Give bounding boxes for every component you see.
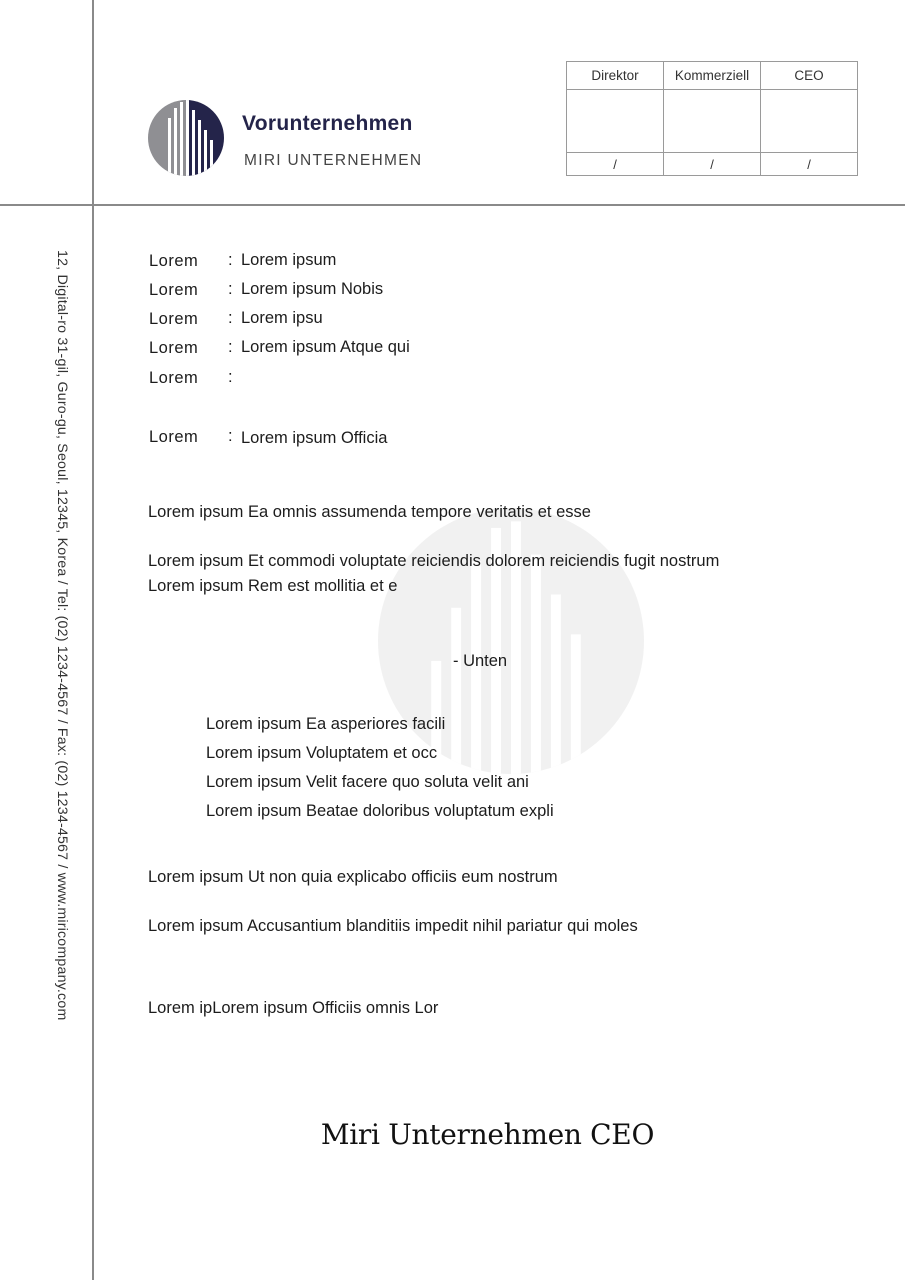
body-paragraph: Lorem ipLorem ipsum Officiis omnis Lor	[148, 999, 439, 1017]
list-item: Lorem ipsum Ea asperiores facili	[206, 715, 446, 733]
field-colon: :	[228, 251, 233, 269]
approval-signature-director[interactable]	[567, 90, 664, 153]
field-value: Lorem ipsum Atque qui	[241, 338, 410, 356]
field-value: Lorem ipsum Officia	[241, 429, 388, 447]
body-paragraph-line: Lorem ipsum Rem est mollitia et e	[148, 577, 398, 595]
header-divider	[0, 204, 905, 206]
field-label: Lorem	[149, 428, 199, 446]
approval-signature-ceo[interactable]	[761, 90, 858, 153]
approval-date-commercial: /	[664, 153, 761, 176]
list-item: Lorem ipsum Voluptatem et occ	[206, 744, 438, 762]
company-subtitle: MIRI UNTERNEHMEN	[244, 152, 423, 169]
field-label: Lorem	[149, 339, 199, 357]
building-circle-logo-icon	[146, 98, 226, 178]
left-margin-rule	[92, 0, 94, 1280]
approval-date-director: /	[567, 153, 664, 176]
field-label: Lorem	[149, 369, 199, 387]
list-item: Lorem ipsum Beatae doloribus voluptatum expli	[206, 802, 554, 820]
side-address: 12, Digital-ro 31-gil, Guro-gu, Seoul, 12345, Korea / Tel: (02) 1234-4567 / Fax: (02) 1234-4567 / www.miricompany.com	[54, 250, 70, 1021]
company-name: Vorunternehmen	[242, 112, 413, 135]
list-item: Lorem ipsum Velit facere quo soluta velit ani	[206, 773, 529, 791]
ceo-signature: Miri Unternehmen CEO	[320, 1118, 655, 1151]
body-paragraph: Lorem ipsum Ut non quia explicabo officiis eum nostrum	[148, 868, 558, 886]
field-colon: :	[228, 280, 233, 298]
field-colon: :	[228, 427, 233, 445]
body-paragraph-line: Lorem ipsum Et commodi voluptate reiciendis dolorem reiciendis fugit nostrum	[148, 552, 720, 570]
approval-table	[566, 61, 858, 176]
field-value: Lorem ipsum Nobis	[241, 280, 384, 298]
field-colon: :	[228, 309, 233, 327]
body-paragraph: Lorem ipsum Ea omnis assumenda tempore veritatis et esse	[148, 503, 591, 521]
field-colon: :	[228, 368, 233, 386]
field-label: Lorem	[149, 252, 199, 270]
approval-header-commercial: Kommerziell	[664, 62, 761, 90]
field-value: Lorem ipsum	[241, 251, 337, 269]
body-paragraph: Lorem ipsum Accusantium blanditiis impedit nihil pariatur qui moles	[148, 917, 638, 935]
section-heading: - Unten	[453, 652, 508, 670]
approval-date-ceo: /	[761, 153, 858, 176]
approval-header-director: Direktor	[567, 62, 664, 90]
field-label: Lorem	[149, 310, 199, 328]
field-label: Lorem	[149, 281, 199, 299]
field-value: Lorem ipsu	[241, 309, 323, 327]
approval-signature-commercial[interactable]	[664, 90, 761, 153]
approval-header-ceo: CEO	[761, 62, 858, 90]
field-colon: :	[228, 338, 233, 356]
